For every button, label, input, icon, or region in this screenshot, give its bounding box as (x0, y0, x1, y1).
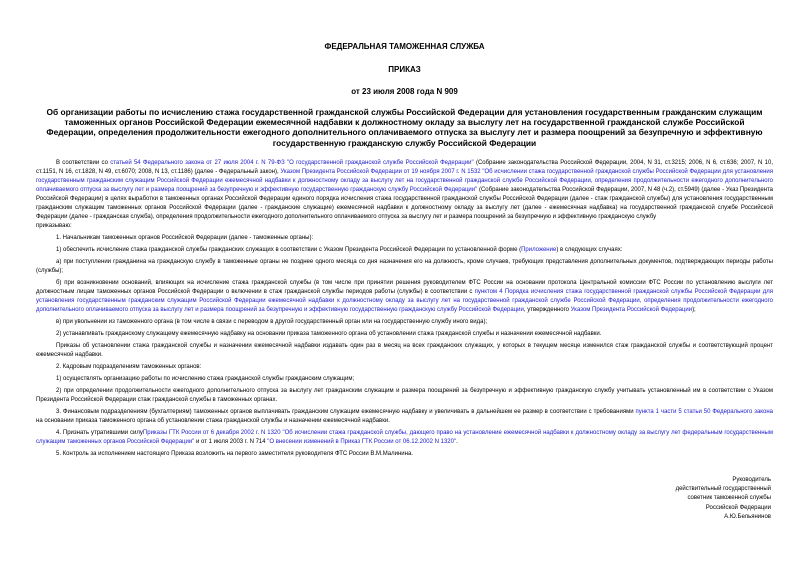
signature-block (676, 476, 771, 522)
item-2-1: 1) осуществлять организацию работы по исчислению стажа гражданской службы гражданским служащим; (56, 375, 355, 382)
gtk-order-link-1[interactable]: Приказы ГТК России от 6 декабря 2002 г. N 1320 "Об исчислении стажа гражданской службы, дающего право на установление ежемесячной надбавки к должностному окладу за выслугу лет федеральным государственным служащим таможенных органов Российской Федерации" (36, 429, 773, 445)
gtk-order-link-2[interactable]: "О внесении изменений в Приказ ГТК России от 06.12.2002 N 1320" (267, 438, 457, 445)
signature-line-4: Российской Федерации (705, 504, 771, 511)
doc-date-number: от 23 июля 2008 года N 909 (351, 87, 458, 96)
intro-text-3: (Собрание законодательства Российской Федерации, 2007, N 48 (ч.2), ст.5949) (далее - Указ Президента Российской Федерации) в целях выработки в таможенных органах Российской Федерации единого порядка исчисления стажа государственной гражданской службы Российской Федерации (далее - стаж гражданской службы) для установления государственным гражданским служащим таможенных органов Российской Федерации (далее - гражданские служащие) ежемесячной надбавки к должностному окладу за выслугу лет (далее - ежемесячная надбавка) на государственной гражданской службе Российской Федерации (далее - гражданская служба), определения продолжительности ежегодного дополнительного оплачиваемого отпуска за выслугу лет и размера поощрений за безупречную и эффективную гражданскую службу (36, 186, 773, 220)
signature-line-2: действительный государственный (675, 486, 771, 493)
item-1-1 (36, 246, 773, 255)
law-article-link[interactable]: пункта 1 части 5 статьи 50 Федерального закона (635, 408, 773, 415)
item-1-after: Приказы об установлении стажа гражданской службы и назначении ежемесячной надбавки издавать один раз в месяц на всех гражданских служащих, у которых в текущем месяце изменился стаж гражданской службы и соответствующий процент ежемесячной надбавки. (36, 342, 773, 358)
item-4-text-2: и от 1 июля 2003 г. N 714 (194, 438, 268, 445)
item-1: 1. Начальникам таможенных органов Российской Федерации (далее - таможенные органы): (56, 234, 314, 241)
item-1-v: в) при увольнении из таможенного органа (в том числе в связи с переводом в другой государственный орган или на государственную службу иного вида); (56, 318, 488, 325)
prikaz-word: приказываю: (36, 222, 72, 229)
doc-type: ПРИКАЗ (388, 65, 421, 74)
item-1-b (36, 279, 773, 315)
item-1-b-text-2: , утвержденного (523, 306, 571, 313)
procedure-link[interactable]: пунктом 4 Порядка исчисления стажа государственной гражданской службы Российской Федерации для установления государственным гражданским служащим Российской Федерации ежемесячной надбавки к должностному окладу за выслугу лет на государственной гражданской службе Российской Федерации, определения продолжительности ежегодного дополнительного оплачиваемого отпуска за выслугу лет и размера поощрений за безупречную и эффективную государственную гражданскую службу Российской Федерации (36, 288, 773, 313)
intro-text-1: В соответствии со (56, 159, 111, 166)
appendix-link[interactable]: Приложение (521, 246, 557, 253)
item-4-tail: . (456, 438, 458, 445)
item-3-tail: на основании приказа таможенного органа об установлении стажа гражданской службы и назначении ежемесячной надбавки. (36, 417, 390, 424)
item-1-2: 2) устанавливать гражданскому служащему ежемесячную надбавку на основании приказа таможенного органа об установлении стажа гражданской службы и назначении ежемесячной надбавки. (56, 330, 602, 337)
item-1-1-tail: ) в следующих случаях: (556, 246, 623, 253)
doc-title: Об организации работы по исчислению стажа государственной гражданской службы Российской Федерации для установления государственным гражданским служащим таможенных органов Российской Федерации ежемесячной надбавки к должностному окладу за выслугу лет на государственной гражданской службе Российской Федерации, определения продолжительности ежегодного дополнительного оплачиваемого отпуска за выслугу лет и размера поощрений за безупречную и эффективную государственную гражданскую службу Российской Федерации (46, 107, 763, 148)
decree-link[interactable]: Указом Президента Российской Федерации от 19 ноября 2007 г. N 1532 "Об исчислении стажа государственной гражданской службы Российской Федерации для установления государственным гражданским служащим Российской Федерации ежемесячной надбавки к должностному окладу за выслугу лет на государственной гражданской службе Российской Федерации, определения продолжительности ежегодного дополнительного оплачиваемого отпуска за выслугу лет и размера поощрений за безупречную и эффективную государственную гражданскую службу Российской Федерации" (36, 168, 773, 193)
decree-link-2[interactable]: Указом Президента Российской Федерации (570, 306, 693, 313)
intro-paragraph (36, 159, 773, 222)
signature-name: А.Ю.Бельянинов (724, 513, 771, 520)
item-2-2: 2) при определении продолжительности ежегодного дополнительного отпуска за выслугу лет гражданским служащим и размера поощрений за безупречную и эффективную гражданскую службу учитывать установленный им в соответствии с Указом Президента Российской Федерации стаж гражданской службы в таможенных органах. (36, 387, 773, 403)
item-1-b-tail: ); (692, 306, 696, 313)
item-2: 2. Кадровым подразделениям таможенных органов: (56, 363, 202, 370)
signature-line-1: Руководитель (732, 477, 771, 483)
item-4 (36, 429, 773, 447)
signature-line-3: советник таможенной службы (687, 495, 771, 502)
item-5: 5. Контроль за исполнением настоящего Приказа возложить на первого заместителя руководителя ФТС России В.М.Малинина. (56, 450, 413, 457)
item-4-text: 4. Признать утратившими силу (56, 429, 143, 436)
item-1-a: а) при поступлении гражданина на гражданскую службу в таможенные органы не позднее одного месяца со дня назначения его на должность, кроме случаев, требующих представления дополнительных документов, подтверждающих периоды работы (службы); (36, 258, 773, 274)
item-1-b-text: б) при возникновении оснований, влияющих на исчисление стажа гражданской службы (в том числе при принятии решения руководителем ФТС России на основании протокола Центральной комиссии ФТС России по установлению выслуги лет должностным лицам таможенных органов Российской Федерации о включении в стаж гражданской службы периодов работы (службы) в соответствии с (36, 279, 773, 295)
item-3-text: 3. Финансовым подразделениям (бухгалтериям) таможенных органов выплачивать гражданским служащим ежемесячную надбавку и увеличивать в дальнейшем ее размер в соответствии с требованиями (56, 408, 636, 415)
law-link[interactable]: статьей 54 Федерального закона от 27 июля 2004 г. N 79-ФЗ "О государственной гражданской службе Российской Федерации" (110, 159, 474, 166)
item-1-1-text: 1) обеспечить исчисление стажа гражданской службы гражданских служащих в соответствии с Указом Президента Российской Федерации по установленной форме ( (56, 246, 522, 253)
org-name: ФЕДЕРАЛЬНАЯ ТАМОЖЕННАЯ СЛУЖБА (324, 42, 485, 51)
intro-text-2: (Собрание законодательства Российской Федерации, 2004, N 31, ст.3215; 2006, N 6, ст.636; 2007, N 10, ст.1151, N 16, ст.1828, N 49, ст.6070; 2008, N 13, ст.1186) (далее - Федеральный закон), (36, 159, 773, 175)
item-3 (36, 408, 773, 426)
